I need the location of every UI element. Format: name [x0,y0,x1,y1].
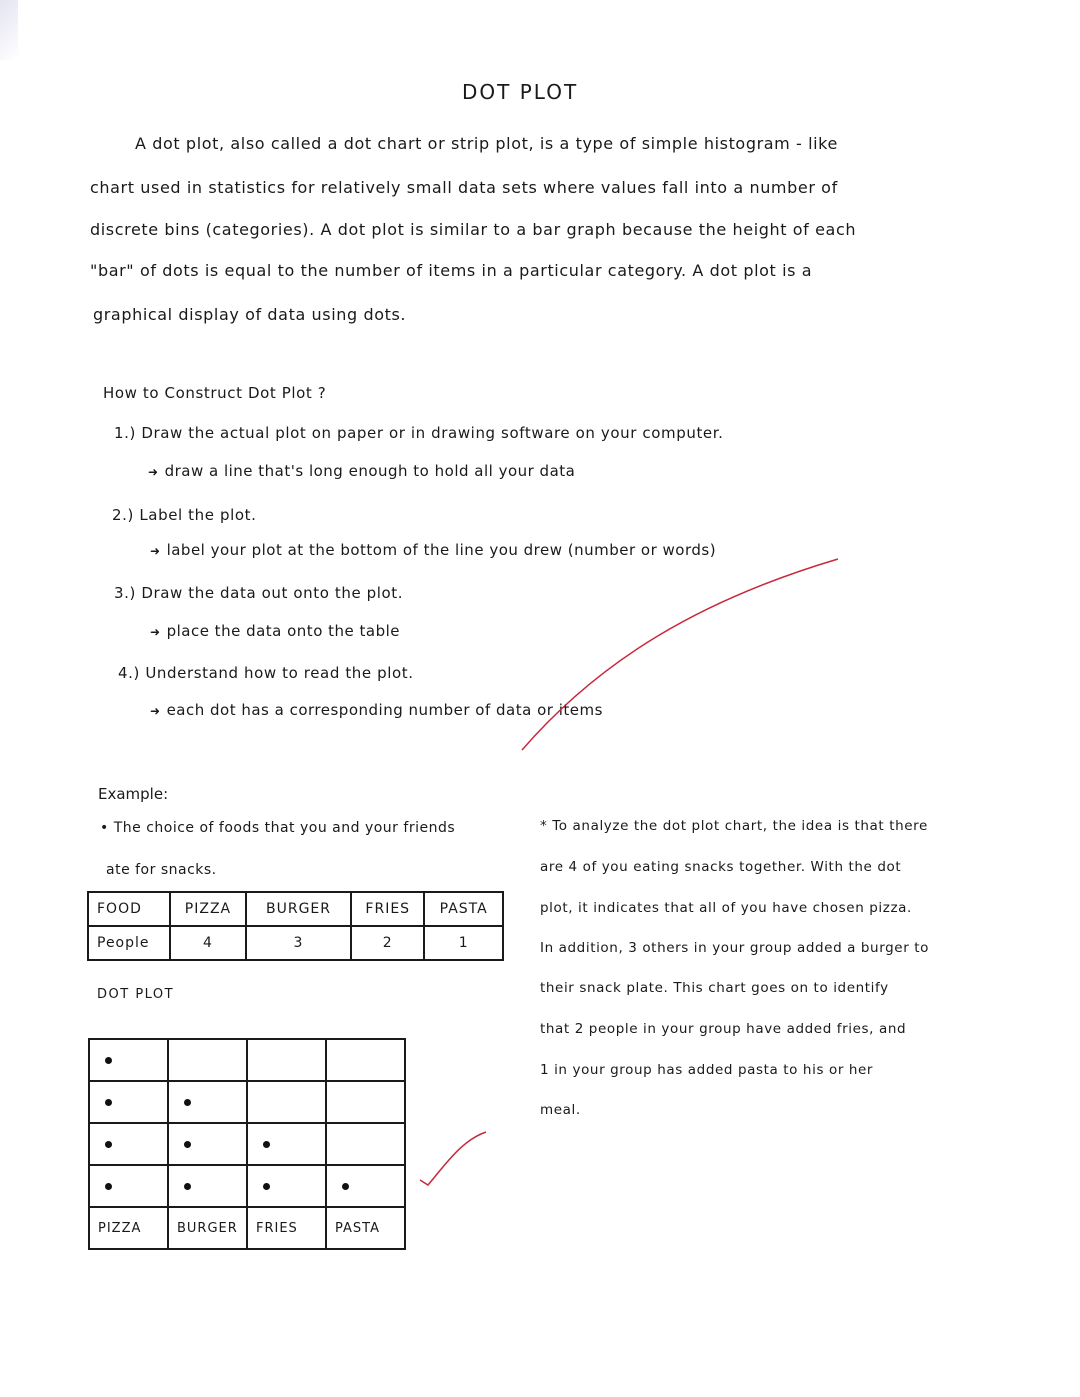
table-cell: 1 [424,926,503,960]
dot-plot-cell [327,1124,404,1164]
dot-marker-icon [184,1183,191,1190]
dot-plot-category-label: PASTA [335,1220,380,1236]
dot-plot-category-label: FRIES [248,1208,327,1248]
arrow-icon: ➜ [150,704,161,718]
step-1: 1.) Draw the actual plot on paper or in drawing software on your computer. [114,424,724,442]
food-table [87,891,504,961]
intro-line: graphical display of data using dots. [93,305,407,324]
construct-heading: How to Construct Dot Plot ? [103,384,327,402]
analysis-line: * To analyze the dot plot chart, the idea is that there [540,818,928,834]
dot-plot-cell [90,1124,169,1164]
dot-plot-label-row [90,1208,404,1248]
dot-marker-icon [105,1057,112,1064]
table-cell: PASTA [424,892,503,926]
dot-marker-icon [105,1183,112,1190]
dot-plot-cell [248,1166,327,1206]
dot-plot-cell [169,1166,248,1206]
table-cell: 3 [246,926,351,960]
analysis-line: their snack plate. This chart goes on to identify [540,980,889,996]
dot-plot-category-label: PIZZA [90,1208,169,1248]
analysis-line: that 2 people in your group have added fries, and [540,1021,907,1037]
dot-plot-cell [90,1040,169,1080]
dot-plot-cell [90,1166,169,1206]
example-description: • The choice of foods that you and your friends [100,820,456,836]
table-cell: 4 [170,926,246,960]
step-3: 3.) Draw the data out onto the plot. [114,584,404,602]
arrow-icon: ➜ [148,465,159,479]
step-2-detail: ➜ label your plot at the bottom of the line you drew (number or words) [150,541,717,559]
dot-marker-icon [263,1183,270,1190]
table-row [88,926,503,960]
dot-marker-icon [184,1141,191,1148]
dot-plot-cell [327,1082,404,1122]
example-label: Example: [98,785,169,803]
example-description: ate for snacks. [106,862,217,878]
red-check-mark-icon [522,559,838,750]
intro-line: discrete bins (categories). A dot plot is similar to a bar graph because the height of each [90,220,857,239]
intro-line: chart used in statistics for relatively small data sets where values fall into a number of [90,178,838,197]
page-title: DOT PLOT [462,80,579,104]
dot-plot-cell [169,1124,248,1164]
dot-marker-icon [263,1141,270,1148]
step-4: 4.) Understand how to read the plot. [118,664,414,682]
dot-plot-category-label: BURGER [169,1208,248,1248]
analysis-line: are 4 of you eating snacks together. With the dot [540,859,902,875]
table-cell: FRIES [351,892,424,926]
dot-marker-icon [105,1099,112,1106]
dot-plot-cell [327,1040,404,1080]
step-3-detail: ➜ place the data onto the table [150,622,401,640]
dot-marker-icon [342,1183,349,1190]
step-1-detail: ➜ draw a line that's long enough to hold all your data [148,462,576,480]
table-cell: PIZZA [170,892,246,926]
dot-plot-cell [248,1124,327,1164]
dot-plot-row [90,1166,404,1208]
step-2: 2.) Label the plot. [112,506,257,524]
dot-plot-label: DOT PLOT [97,987,175,1002]
intro-line: A dot plot, also called a dot chart or strip plot, is a type of simple histogram - like [135,134,838,153]
dot-marker-icon [184,1099,191,1106]
dot-plot-cell [169,1082,248,1122]
dot-marker-icon [105,1141,112,1148]
arrow-icon: ➜ [150,625,161,639]
table-row-label: People [88,926,170,960]
analysis-line: 1 in your group has added pasta to his or her [540,1062,874,1078]
dot-plot-cell [248,1082,327,1122]
red-check-mark-icon [420,1132,486,1185]
analysis-line: meal. [540,1102,581,1118]
arrow-icon: ➜ [150,544,161,558]
analysis-line: plot, it indicates that all of you have chosen pizza. [540,900,912,916]
dot-plot-cell [90,1082,169,1122]
table-header-label: FOOD [88,892,170,926]
dot-plot-row [90,1124,404,1166]
dot-plot-chart [88,1038,406,1250]
table-cell: BURGER [246,892,351,926]
dot-plot-cell [169,1040,248,1080]
page-corner-shadow [0,0,18,60]
table-cell: 2 [351,926,424,960]
dot-plot-cell [327,1166,404,1206]
table-header-row [88,892,503,926]
dot-plot-row [90,1082,404,1124]
step-4-detail: ➜ each dot has a corresponding number of data or items [150,701,603,719]
dot-plot-row [90,1040,404,1082]
analysis-line: In addition, 3 others in your group added a burger to [540,940,929,956]
intro-line: "bar" of dots is equal to the number of items in a particular category. A dot plot is a [90,261,813,280]
dot-plot-cell [248,1040,327,1080]
